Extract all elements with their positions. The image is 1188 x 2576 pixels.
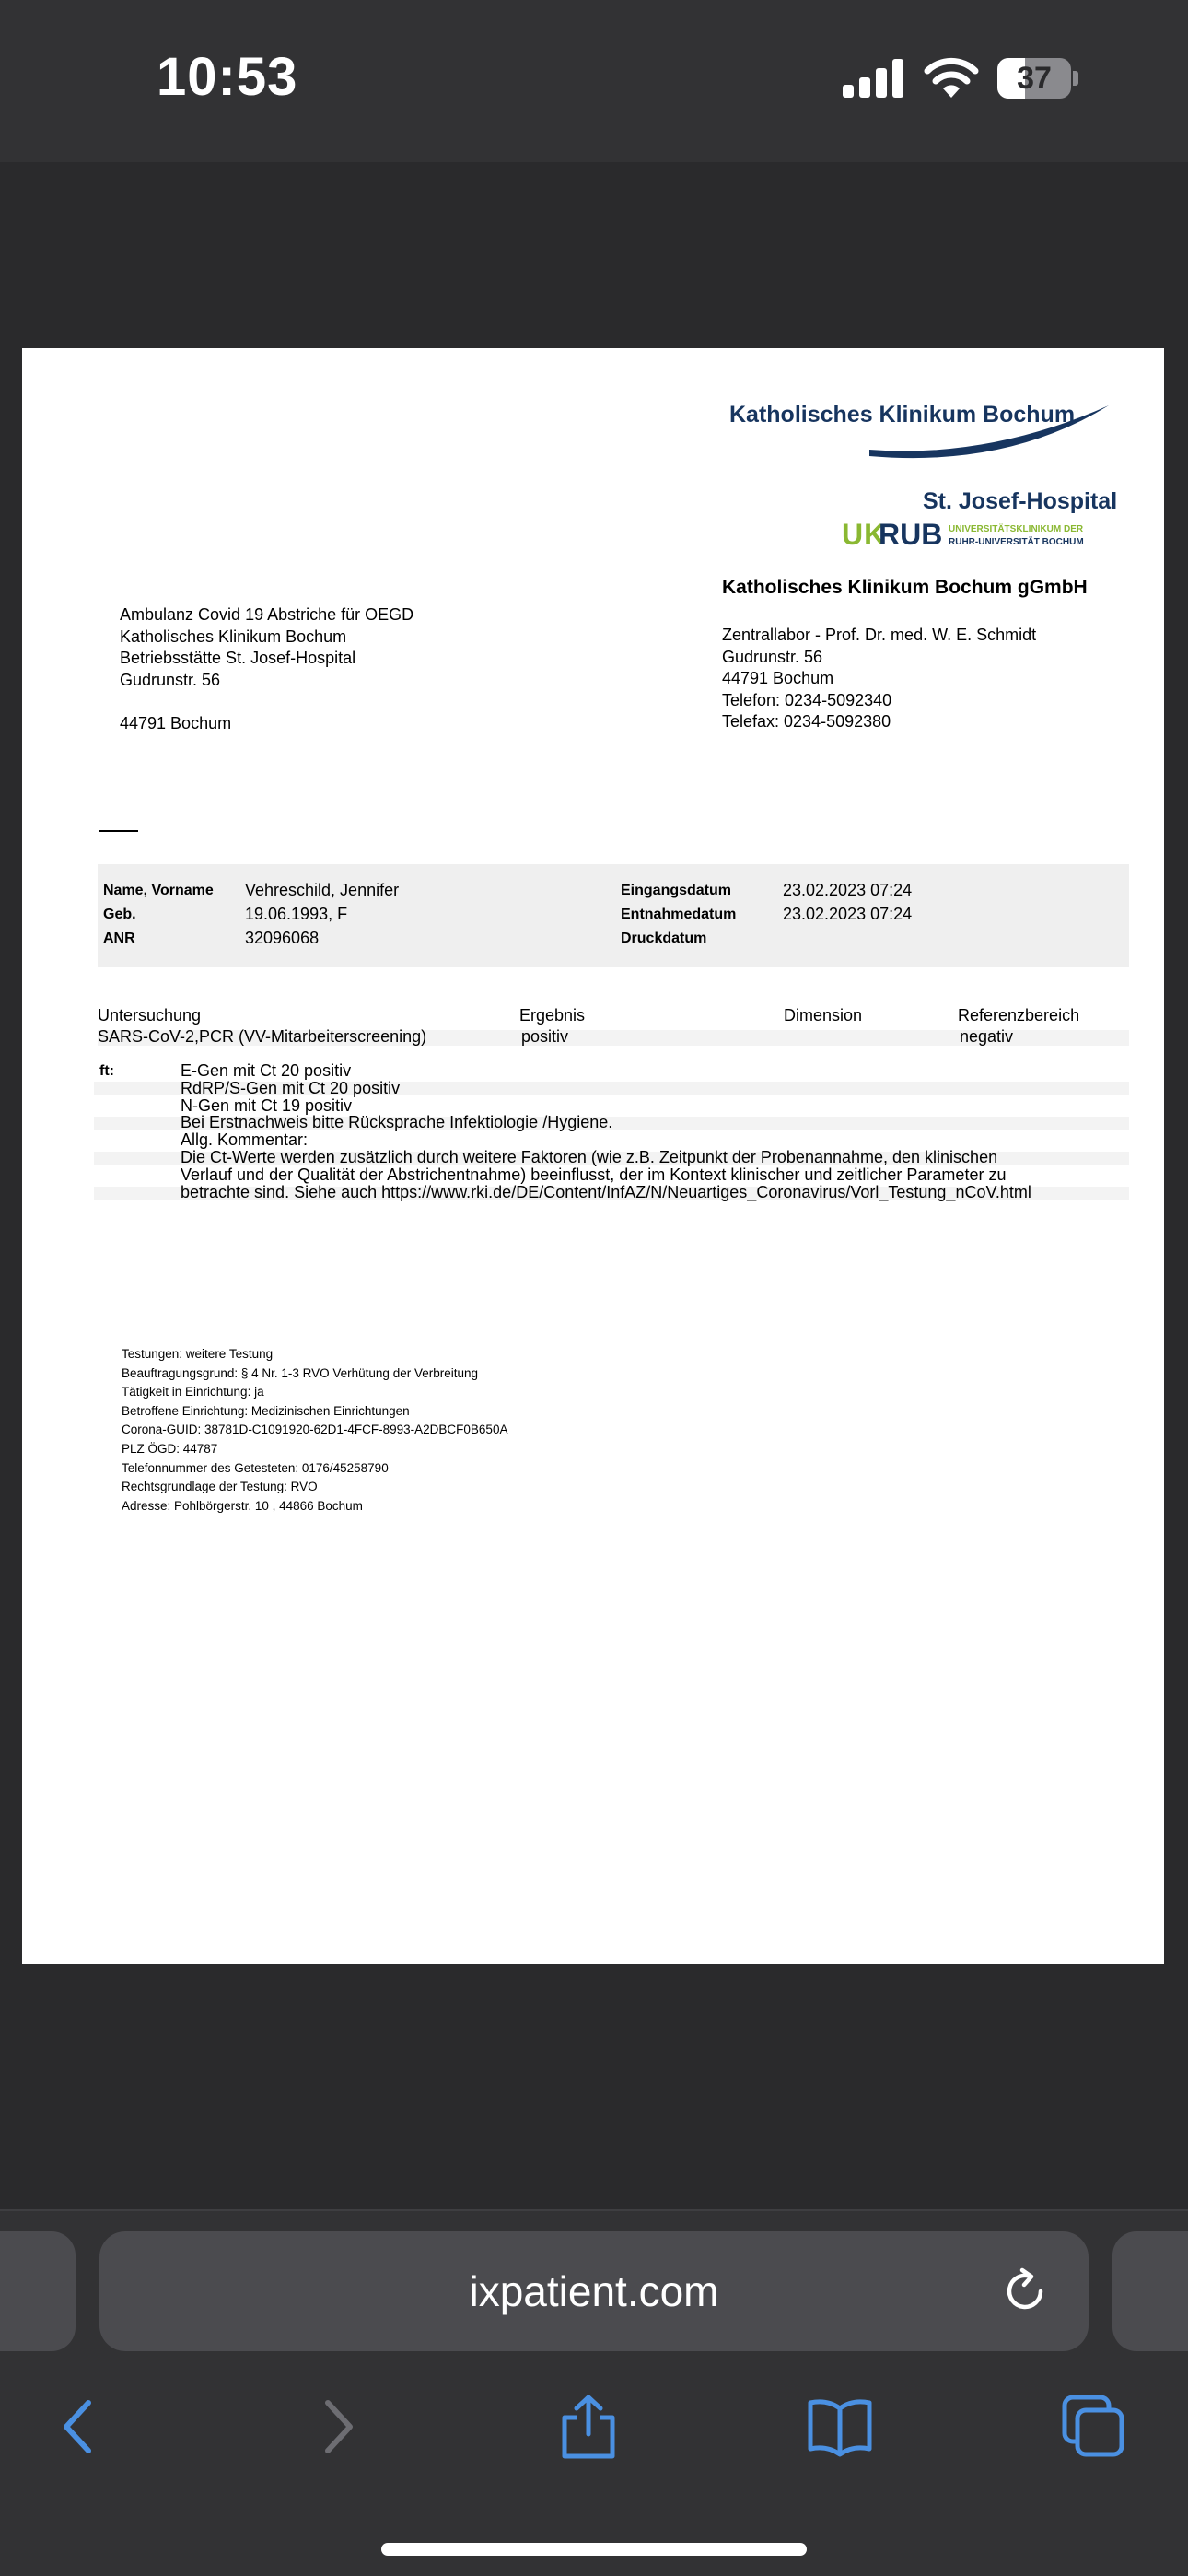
- company-name: Katholisches Klinikum Bochum gGmbH: [722, 577, 1088, 598]
- share-icon[interactable]: [555, 2394, 622, 2460]
- sampled-date: 23.02.2023 07:24: [783, 905, 913, 923]
- logo-title: Katholisches Klinikum Bochum: [729, 402, 1076, 427]
- battery-icon: [997, 58, 1078, 99]
- battery-level: 37: [1017, 61, 1052, 96]
- logo-rub: RUB: [879, 518, 943, 551]
- back-icon[interactable]: [46, 2394, 112, 2460]
- reload-icon[interactable]: [1000, 2266, 1050, 2316]
- next-tab-preview[interactable]: [1112, 2231, 1188, 2351]
- lab-address: Zentrallabor - Prof. Dr. med. W. E. Schmidt Gudrunstr. 56 44791 Bochum Telefon: 0234-5092340 Telefax: 0234-5092380: [722, 626, 1037, 731]
- forward-icon[interactable]: [304, 2394, 370, 2460]
- result-value: positiv: [521, 1027, 569, 1046]
- cellular-signal-icon: [843, 57, 903, 98]
- url-text: ixpatient.com: [469, 2267, 719, 2315]
- sender-address: Ambulanz Covid 19 Abstriche für OEGD Katholisches Klinikum Bochum Betriebsstätte St. Josef-Hospital Gudrunstr. 56 44791 Bochum: [120, 605, 414, 732]
- divider: [99, 830, 138, 832]
- patient-info-box: [98, 864, 1129, 967]
- previous-tab-preview[interactable]: [0, 2231, 76, 2351]
- bookmarks-icon[interactable]: [807, 2394, 873, 2460]
- anr-label: ANR: [103, 931, 135, 946]
- result-comments: E-Gen mit Ct 20 positiv RdRP/S-Gen mit Ct 20 positiv N-Gen mit Ct 19 positiv Bei Erstnachweis bitte Rücksprache Infektiologie /Hygiene. Allg. Kommentar: Die Ct-Werte werden zusätzlich durch weitere Faktoren (wie z.B. Zeitpunkt der Probenannahme, den klinischen Verlauf und der Qualität der Abstrichentnahme) beeinflusst, der im Kontext klinischer und zeitlicher Parameter zu betrachte sind. Siehe auch https://www.rki.de/DE/Content/InfAZ/N/Neuartiges_Coronavirus/Vorl_Testung_nCoV.html: [181, 1061, 1031, 1201]
- logo-swoosh-icon: [851, 405, 1118, 472]
- browser-bottom-bar: [0, 2209, 1188, 2576]
- address-bar[interactable]: [99, 2231, 1089, 2351]
- header-reference: Referenzbereich: [958, 1006, 1080, 1025]
- logo-hospital: St. Josef-Hospital: [923, 488, 1118, 514]
- sampled-label: Entnahmedatum: [621, 907, 737, 922]
- result-test: SARS-CoV-2,PCR (VV-Mitarbeiterscreening): [98, 1027, 427, 1046]
- footer-notes: Testungen: weitere Testung Beauftragungsgrund: § 4 Nr. 1-3 RVO Verhütung der Verbreitung Tätigkeit in Einrichtung: ja Betroffene Einrichtung: Medizinischen Einrichtungen Corona-GUID: 38781D-C1091920-62D1-4FCF-8993-A2DBCF0B650A PLZ ÖGD: 44787 Telefonnummer des Getesteten: 0176/45258790 Rechtsgrundlage der Testung: RVO Adresse: Pohlbörgerstr. 10 , 44866 Bochum: [122, 1347, 508, 1513]
- status-time: 10:53: [157, 47, 298, 107]
- received-date: 23.02.2023 07:24: [783, 881, 913, 899]
- printed-label: Druckdatum: [621, 931, 707, 946]
- name-label: Name, Vorname: [103, 883, 214, 898]
- patient-birth: 19.06.1993, F: [245, 905, 348, 923]
- header-dimension: Dimension: [784, 1006, 863, 1025]
- result-reference: negativ: [960, 1027, 1014, 1046]
- wifi-icon: [923, 55, 980, 100]
- logo-subtitle: UNIVERSITÄTSKLINIKUM DER RUHR-UNIVERSITÄT BOCHUM: [949, 524, 1084, 547]
- received-label: Eingangsdatum: [621, 883, 732, 898]
- comment-label: ft:: [99, 1063, 114, 1079]
- patient-name: Vehreschild, Jennifer: [245, 881, 400, 899]
- lab-report-document: [22, 348, 1164, 1964]
- header-result: Ergebnis: [519, 1006, 586, 1025]
- tabs-icon[interactable]: [1061, 2394, 1127, 2460]
- header-test: Untersuchung: [98, 1006, 202, 1025]
- logo-uk: UK: [842, 518, 887, 551]
- patient-anr: 32096068: [245, 929, 320, 947]
- home-indicator[interactable]: [381, 2543, 807, 2556]
- birth-label: Geb.: [103, 907, 136, 922]
- status-bar: [0, 0, 1188, 162]
